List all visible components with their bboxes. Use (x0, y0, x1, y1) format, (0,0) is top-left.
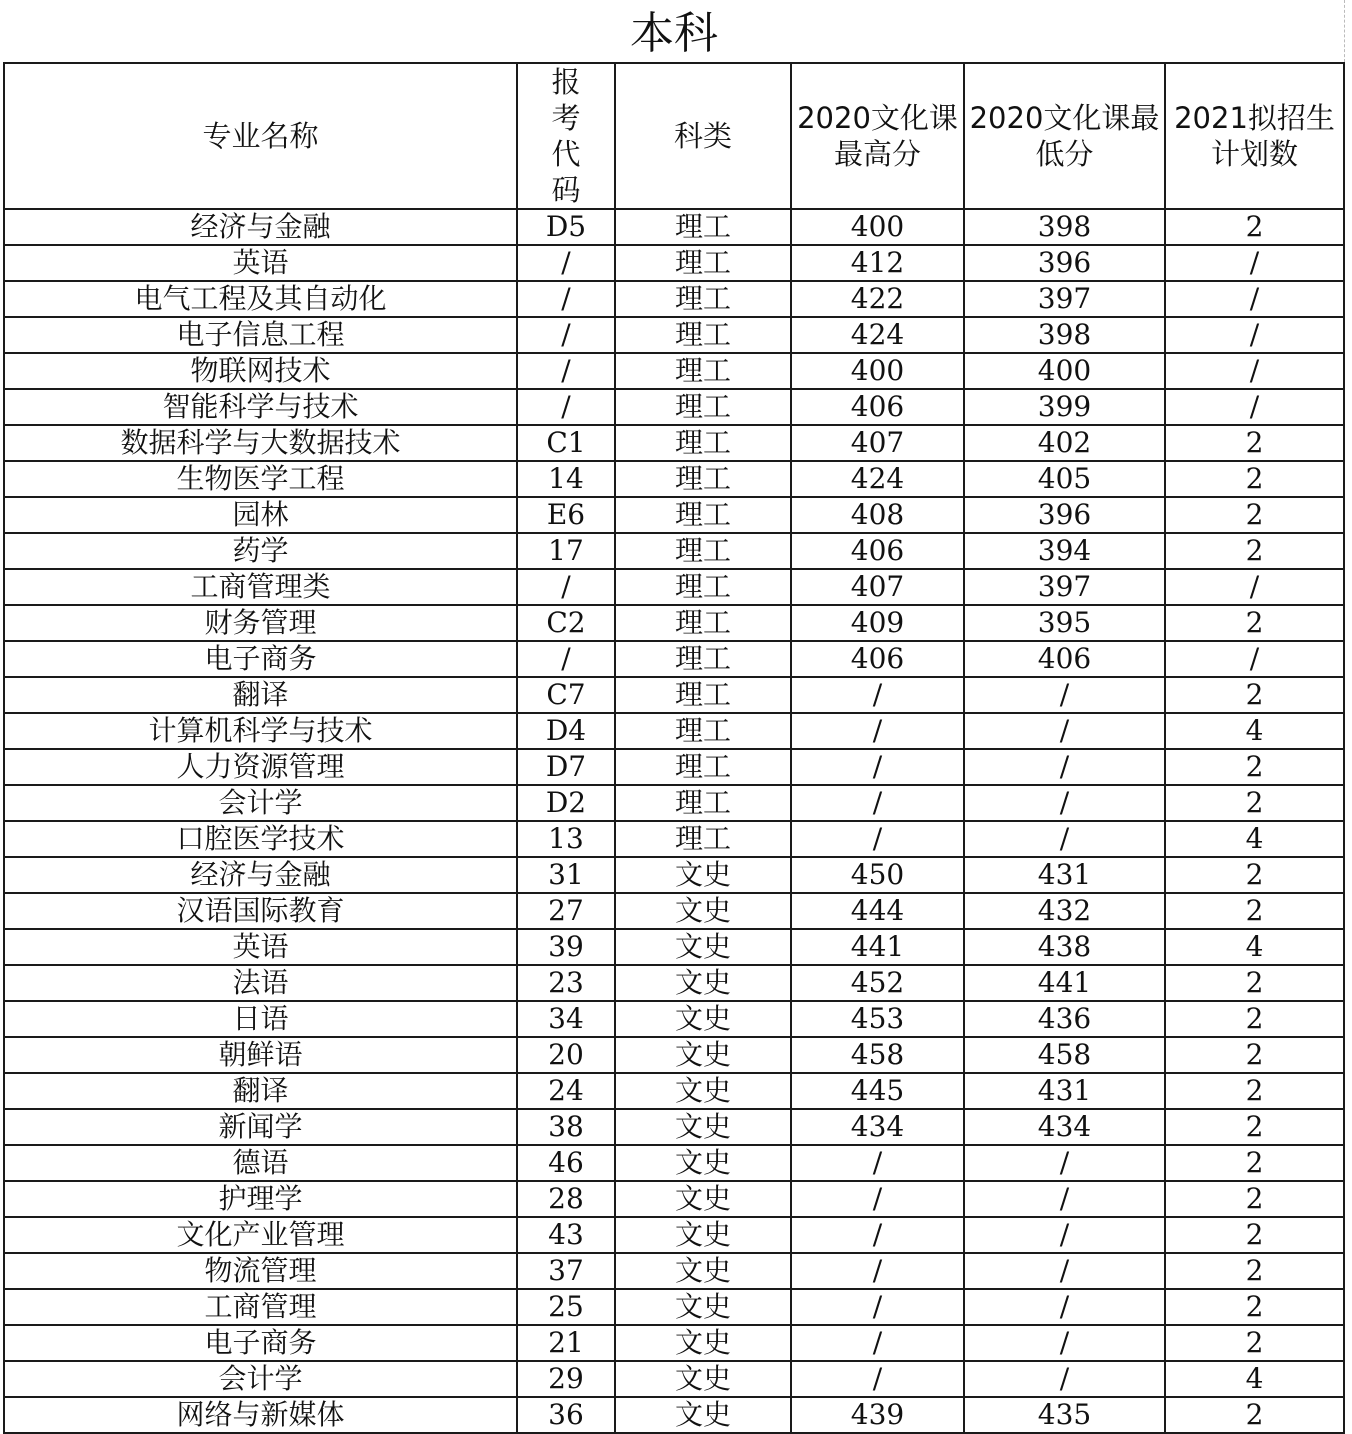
max-score-cell: 408 (791, 497, 964, 533)
major-name-cell: 电气工程及其自动化 (4, 281, 517, 317)
max-score-cell: 458 (791, 1037, 964, 1073)
category-cell: 文史 (615, 1145, 791, 1181)
header-row (4, 63, 1344, 209)
plan-count-cell: 2 (1165, 965, 1344, 1001)
major-name-cell: 人力资源管理 (4, 749, 517, 785)
exam-code-cell: 46 (517, 1145, 615, 1181)
major-name-cell: 网络与新媒体 (4, 1397, 517, 1433)
min-score-cell: 398 (964, 209, 1165, 245)
table-row (4, 281, 1344, 317)
min-score-cell: 436 (964, 1001, 1165, 1037)
max-score-cell: 441 (791, 929, 964, 965)
table-row (4, 1253, 1344, 1289)
max-score-cell: / (791, 1217, 964, 1253)
min-score-cell: / (964, 1217, 1165, 1253)
table-row (4, 1037, 1344, 1073)
exam-code-cell: 43 (517, 1217, 615, 1253)
exam-code-cell: D4 (517, 713, 615, 749)
major-name-cell: 工商管理类 (4, 569, 517, 605)
max-score-cell: 434 (791, 1109, 964, 1145)
exam-code-cell: / (517, 353, 615, 389)
major-name-cell: 会计学 (4, 785, 517, 821)
max-score-cell: / (791, 821, 964, 857)
plan-count-cell: 2 (1165, 1001, 1344, 1037)
table-row (4, 1001, 1344, 1037)
major-name-cell: 护理学 (4, 1181, 517, 1217)
major-name-cell: 智能科学与技术 (4, 389, 517, 425)
exam-code-cell: 14 (517, 461, 615, 497)
major-name-cell: 日语 (4, 1001, 517, 1037)
category-cell: 文史 (615, 1361, 791, 1397)
category-cell: 理工 (615, 641, 791, 677)
table-row (4, 1361, 1344, 1397)
max-score-cell: 452 (791, 965, 964, 1001)
min-score-cell: 438 (964, 929, 1165, 965)
table-row (4, 677, 1344, 713)
max-score-cell: 409 (791, 605, 964, 641)
table-row (4, 1145, 1344, 1181)
table-row (4, 425, 1344, 461)
major-name-cell: 经济与金融 (4, 209, 517, 245)
table-row (4, 389, 1344, 425)
exam-code-cell: D5 (517, 209, 615, 245)
table-row (4, 821, 1344, 857)
min-score-cell: 399 (964, 389, 1165, 425)
min-score-cell: / (964, 1145, 1165, 1181)
min-score-cell: 431 (964, 1073, 1165, 1109)
plan-count-cell: 2 (1165, 1073, 1344, 1109)
header-min-score-2020: 2020文化课最低分 (964, 63, 1165, 209)
table-row (4, 965, 1344, 1001)
category-cell: 理工 (615, 389, 791, 425)
exam-code-cell: / (517, 245, 615, 281)
exam-code-cell: 39 (517, 929, 615, 965)
max-score-cell: 407 (791, 425, 964, 461)
min-score-cell: / (964, 785, 1165, 821)
major-name-cell: 电子商务 (4, 641, 517, 677)
category-cell: 文史 (615, 965, 791, 1001)
exam-code-cell: 31 (517, 857, 615, 893)
table-row (4, 353, 1344, 389)
max-score-cell: 400 (791, 209, 964, 245)
major-name-cell: 电子商务 (4, 1325, 517, 1361)
category-cell: 理工 (615, 425, 791, 461)
max-score-cell: / (791, 1289, 964, 1325)
exam-code-cell: 23 (517, 965, 615, 1001)
category-cell: 理工 (615, 821, 791, 857)
exam-code-cell: 27 (517, 893, 615, 929)
table-row (4, 1073, 1344, 1109)
category-cell: 理工 (615, 353, 791, 389)
header-category: 科类 (615, 63, 791, 209)
plan-count-cell: 2 (1165, 1217, 1344, 1253)
exam-code-cell: 36 (517, 1397, 615, 1433)
exam-code-cell: / (517, 641, 615, 677)
max-score-cell: / (791, 1181, 964, 1217)
exam-code-cell: 20 (517, 1037, 615, 1073)
plan-count-cell: / (1165, 281, 1344, 317)
plan-count-cell: 2 (1165, 1109, 1344, 1145)
plan-count-cell: / (1165, 641, 1344, 677)
min-score-cell: 441 (964, 965, 1165, 1001)
table-row (4, 1181, 1344, 1217)
exam-code-cell: 21 (517, 1325, 615, 1361)
exam-code-cell: D2 (517, 785, 615, 821)
min-score-cell: 402 (964, 425, 1165, 461)
max-score-cell: 444 (791, 893, 964, 929)
table-row (4, 533, 1344, 569)
category-cell: 文史 (615, 1181, 791, 1217)
admission-table (3, 62, 1345, 1434)
max-score-cell: / (791, 713, 964, 749)
major-name-cell: 英语 (4, 245, 517, 281)
max-score-cell: / (791, 677, 964, 713)
major-name-cell: 德语 (4, 1145, 517, 1181)
category-cell: 文史 (615, 893, 791, 929)
plan-count-cell: 2 (1165, 1037, 1344, 1073)
exam-code-cell: 24 (517, 1073, 615, 1109)
major-name-cell: 电子信息工程 (4, 317, 517, 353)
max-score-cell: / (791, 1145, 964, 1181)
plan-count-cell: 2 (1165, 209, 1344, 245)
max-score-cell: 453 (791, 1001, 964, 1037)
max-score-cell: 406 (791, 389, 964, 425)
exam-code-cell: D7 (517, 749, 615, 785)
category-cell: 理工 (615, 677, 791, 713)
category-cell: 理工 (615, 317, 791, 353)
table-row (4, 893, 1344, 929)
header-plan-2021: 2021拟招生计划数 (1165, 63, 1344, 209)
major-name-cell: 英语 (4, 929, 517, 965)
plan-count-cell: / (1165, 353, 1344, 389)
plan-count-cell: 2 (1165, 1325, 1344, 1361)
exam-code-cell: 13 (517, 821, 615, 857)
category-cell: 理工 (615, 209, 791, 245)
table-row (4, 713, 1344, 749)
plan-count-cell: 2 (1165, 497, 1344, 533)
plan-count-cell: 4 (1165, 821, 1344, 857)
category-cell: 理工 (615, 713, 791, 749)
major-name-cell: 物联网技术 (4, 353, 517, 389)
max-score-cell: / (791, 749, 964, 785)
min-score-cell: 458 (964, 1037, 1165, 1073)
min-score-cell: / (964, 749, 1165, 785)
category-cell: 理工 (615, 749, 791, 785)
major-name-cell: 药学 (4, 533, 517, 569)
plan-count-cell: 2 (1165, 1145, 1344, 1181)
header-major-name: 专业名称 (4, 63, 517, 209)
major-name-cell: 工商管理 (4, 1289, 517, 1325)
major-name-cell: 会计学 (4, 1361, 517, 1397)
plan-count-cell: / (1165, 245, 1344, 281)
header-max-score-2020: 2020文化课最高分 (791, 63, 964, 209)
category-cell: 理工 (615, 785, 791, 821)
exam-code-cell: 29 (517, 1361, 615, 1397)
table-row (4, 209, 1344, 245)
min-score-cell: 396 (964, 497, 1165, 533)
table-row (4, 1217, 1344, 1253)
exam-code-cell: C7 (517, 677, 615, 713)
table-row (4, 569, 1344, 605)
plan-count-cell: / (1165, 569, 1344, 605)
table-row (4, 1289, 1344, 1325)
major-name-cell: 法语 (4, 965, 517, 1001)
category-cell: 理工 (615, 497, 791, 533)
max-score-cell: / (791, 1253, 964, 1289)
category-cell: 文史 (615, 1217, 791, 1253)
table-row (4, 461, 1344, 497)
major-name-cell: 朝鲜语 (4, 1037, 517, 1073)
major-name-cell: 数据科学与大数据技术 (4, 425, 517, 461)
min-score-cell: / (964, 1181, 1165, 1217)
table-row (4, 1397, 1344, 1433)
major-name-cell: 文化产业管理 (4, 1217, 517, 1253)
exam-code-cell: 28 (517, 1181, 615, 1217)
category-cell: 文史 (615, 1253, 791, 1289)
exam-code-cell: / (517, 569, 615, 605)
exam-code-cell: E6 (517, 497, 615, 533)
category-cell: 文史 (615, 1037, 791, 1073)
category-cell: 理工 (615, 533, 791, 569)
table-body (4, 209, 1344, 1433)
max-score-cell: 424 (791, 461, 964, 497)
plan-count-cell: 2 (1165, 1181, 1344, 1217)
min-score-cell: / (964, 1289, 1165, 1325)
max-score-cell: 406 (791, 533, 964, 569)
plan-count-cell: 2 (1165, 857, 1344, 893)
major-name-cell: 汉语国际教育 (4, 893, 517, 929)
plan-count-cell: 2 (1165, 1253, 1344, 1289)
table-row (4, 929, 1344, 965)
plan-count-cell: 2 (1165, 677, 1344, 713)
plan-count-cell: 2 (1165, 785, 1344, 821)
min-score-cell: 432 (964, 893, 1165, 929)
min-score-cell: 396 (964, 245, 1165, 281)
exam-code-cell: 34 (517, 1001, 615, 1037)
min-score-cell: 398 (964, 317, 1165, 353)
exam-code-cell: 17 (517, 533, 615, 569)
major-name-cell: 新闻学 (4, 1109, 517, 1145)
max-score-cell: 406 (791, 641, 964, 677)
exam-code-cell: / (517, 281, 615, 317)
major-name-cell: 物流管理 (4, 1253, 517, 1289)
min-score-cell: 397 (964, 569, 1165, 605)
category-cell: 文史 (615, 1001, 791, 1037)
min-score-cell: 435 (964, 1397, 1165, 1433)
exam-code-cell: 38 (517, 1109, 615, 1145)
major-name-cell: 翻译 (4, 677, 517, 713)
max-score-cell: / (791, 1361, 964, 1397)
min-score-cell: / (964, 677, 1165, 713)
plan-count-cell: / (1165, 389, 1344, 425)
category-cell: 理工 (615, 569, 791, 605)
max-score-cell: 407 (791, 569, 964, 605)
category-cell: 文史 (615, 1289, 791, 1325)
table-row (4, 245, 1344, 281)
min-score-cell: / (964, 821, 1165, 857)
table-row (4, 641, 1344, 677)
major-name-cell: 计算机科学与技术 (4, 713, 517, 749)
exam-code-cell: C1 (517, 425, 615, 461)
min-score-cell: 405 (964, 461, 1165, 497)
category-cell: 理工 (615, 245, 791, 281)
min-score-cell: / (964, 713, 1165, 749)
major-name-cell: 经济与金融 (4, 857, 517, 893)
plan-count-cell: 4 (1165, 929, 1344, 965)
category-cell: 理工 (615, 461, 791, 497)
major-name-cell: 口腔医学技术 (4, 821, 517, 857)
table-row (4, 497, 1344, 533)
category-cell: 文史 (615, 929, 791, 965)
max-score-cell: 412 (791, 245, 964, 281)
category-cell: 理工 (615, 605, 791, 641)
plan-count-cell: 4 (1165, 713, 1344, 749)
plan-count-cell: 2 (1165, 893, 1344, 929)
min-score-cell: 395 (964, 605, 1165, 641)
min-score-cell: 406 (964, 641, 1165, 677)
min-score-cell: / (964, 1361, 1165, 1397)
category-cell: 文史 (615, 1073, 791, 1109)
max-score-cell: / (791, 785, 964, 821)
gridline (1344, 0, 1346, 62)
min-score-cell: 400 (964, 353, 1165, 389)
max-score-cell: 439 (791, 1397, 964, 1433)
exam-code-cell: 37 (517, 1253, 615, 1289)
min-score-cell: 394 (964, 533, 1165, 569)
table-row (4, 749, 1344, 785)
min-score-cell: 434 (964, 1109, 1165, 1145)
category-cell: 文史 (615, 1397, 791, 1433)
max-score-cell: / (791, 1325, 964, 1361)
table-row (4, 785, 1344, 821)
table-row (4, 605, 1344, 641)
min-score-cell: 431 (964, 857, 1165, 893)
min-score-cell: / (964, 1325, 1165, 1361)
major-name-cell: 翻译 (4, 1073, 517, 1109)
exam-code-cell: C2 (517, 605, 615, 641)
header-exam-code: 报考代码 (517, 63, 615, 209)
table-row (4, 857, 1344, 893)
category-cell: 文史 (615, 1109, 791, 1145)
max-score-cell: 450 (791, 857, 964, 893)
major-name-cell: 生物医学工程 (4, 461, 517, 497)
max-score-cell: 445 (791, 1073, 964, 1109)
sheet-title: 本科 (630, 8, 718, 59)
max-score-cell: 424 (791, 317, 964, 353)
max-score-cell: 400 (791, 353, 964, 389)
plan-count-cell: 4 (1165, 1361, 1344, 1397)
min-score-cell: / (964, 1253, 1165, 1289)
max-score-cell: 422 (791, 281, 964, 317)
plan-count-cell: / (1165, 317, 1344, 353)
plan-count-cell: 2 (1165, 605, 1344, 641)
table-row (4, 1109, 1344, 1145)
plan-count-cell: 2 (1165, 1289, 1344, 1325)
exam-code-cell: / (517, 317, 615, 353)
exam-code-cell: 25 (517, 1289, 615, 1325)
category-cell: 文史 (615, 1325, 791, 1361)
plan-count-cell: 2 (1165, 425, 1344, 461)
plan-count-cell: 2 (1165, 749, 1344, 785)
plan-count-cell: 2 (1165, 461, 1344, 497)
min-score-cell: 397 (964, 281, 1165, 317)
exam-code-cell: / (517, 389, 615, 425)
table-row (4, 317, 1344, 353)
major-name-cell: 财务管理 (4, 605, 517, 641)
category-cell: 理工 (615, 281, 791, 317)
major-name-cell: 园林 (4, 497, 517, 533)
plan-count-cell: 2 (1165, 1397, 1344, 1433)
table-row (4, 1325, 1344, 1361)
plan-count-cell: 2 (1165, 533, 1344, 569)
category-cell: 文史 (615, 857, 791, 893)
